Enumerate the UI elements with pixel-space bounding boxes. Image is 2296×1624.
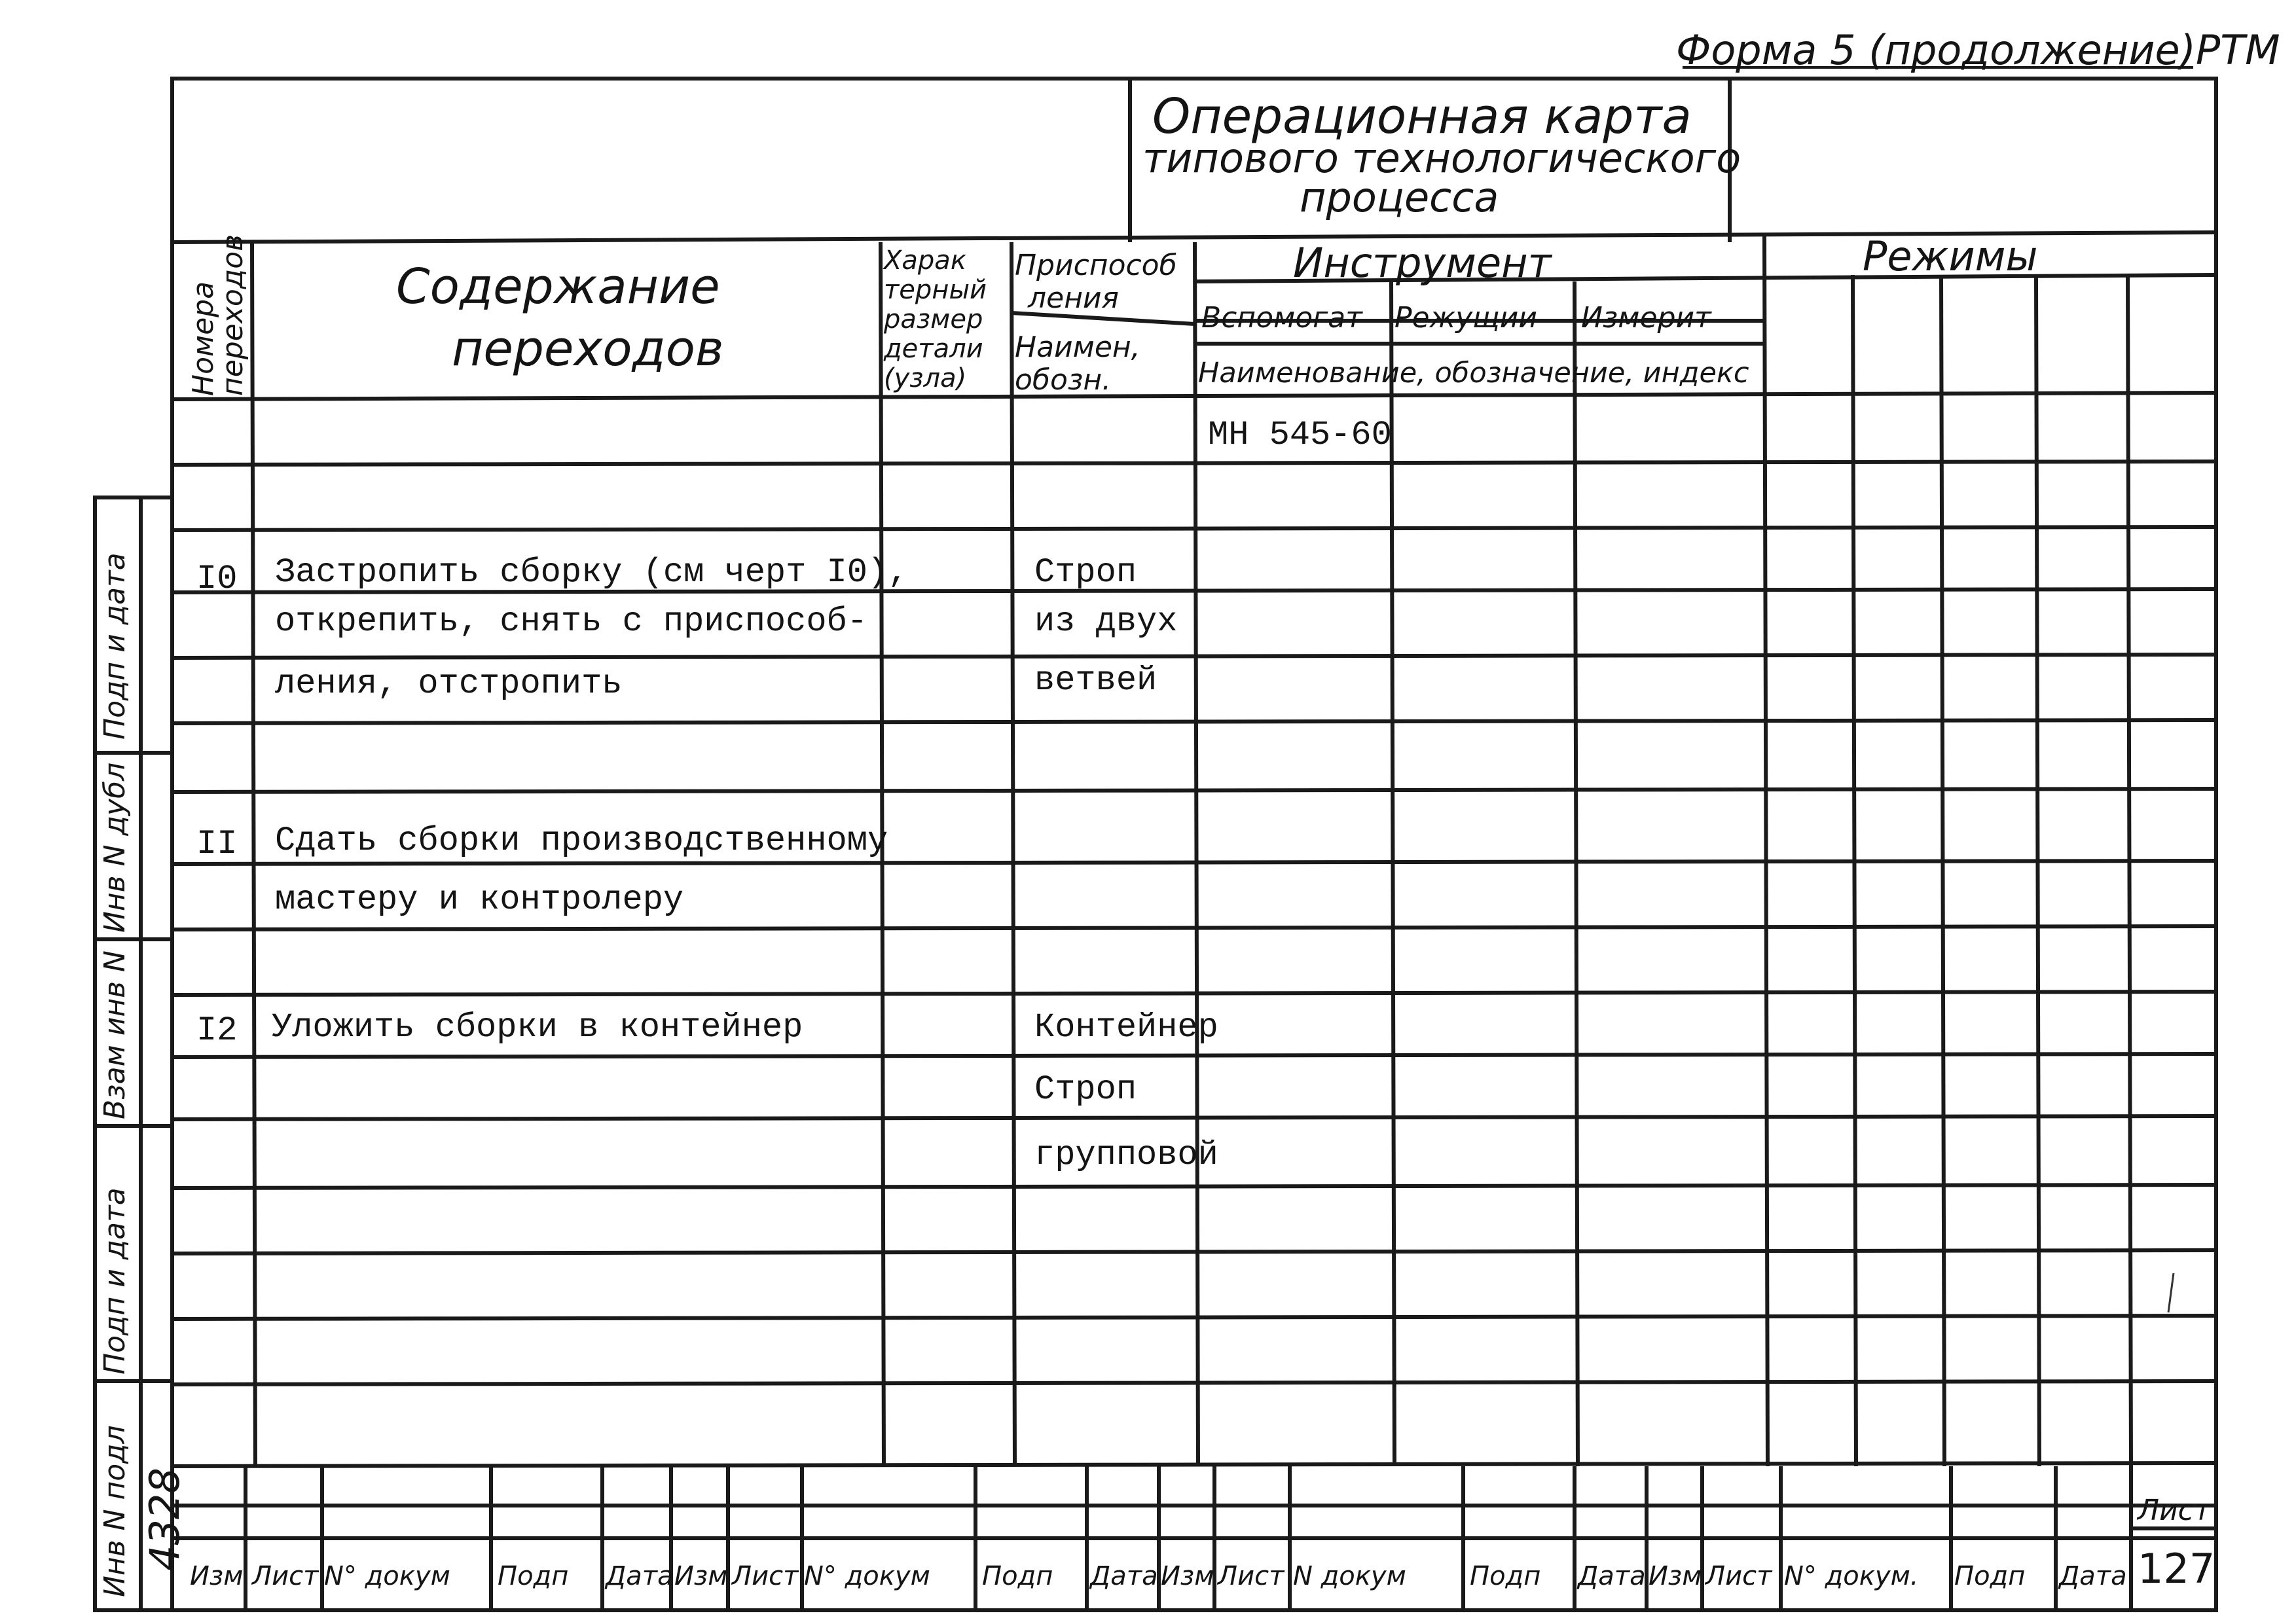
side-label-sign-date-1: Подп и дата: [98, 552, 132, 740]
card-title-line-3: процесса: [1300, 173, 1499, 221]
card-title-line-2: типового технологического: [1142, 134, 1741, 182]
footer-sign-4: Подп: [1954, 1561, 2026, 1591]
step-10-line-2: открепить, снять с приспособ-: [275, 602, 867, 641]
footer-sign-3: Подп: [1470, 1561, 1541, 1591]
step-12-fixture-2: Строп: [1034, 1070, 1137, 1109]
step-12-fixture-1: Контейнер: [1034, 1008, 1218, 1047]
header-cutting: Режущии: [1394, 301, 1537, 334]
footer-doc-3: N докум: [1293, 1561, 1406, 1591]
header-fixture-2: ления: [1028, 281, 1120, 315]
header-content-1: Содержание: [396, 259, 720, 315]
side-label-inv-dup: Инв N дубл: [98, 762, 132, 933]
header-num-2: переходов: [216, 234, 249, 396]
footer-date-3: Дата: [1578, 1561, 1646, 1591]
footer-izm-3: Изм: [1161, 1561, 1214, 1591]
step-10-fixture-1: Строп: [1034, 553, 1137, 592]
tool-code: МН 545-60: [1208, 416, 1392, 454]
inv-number: 4328: [141, 1468, 189, 1571]
header-aux: Вспомогат: [1201, 301, 1362, 334]
footer-date-1: Дата: [606, 1561, 674, 1591]
footer-date-4: Дата: [2059, 1561, 2127, 1591]
side-label-sign-date-2: Подп и дата: [98, 1187, 132, 1375]
footer-sign-1: Подп: [498, 1561, 569, 1591]
footer-list-3: Лист: [1218, 1561, 1285, 1591]
header-size-1: Харак: [884, 245, 966, 276]
step-11-number: II: [196, 825, 238, 863]
footer-doc-2: N° докум: [804, 1561, 930, 1591]
header-size-3: размер: [884, 304, 983, 334]
sheet-label: Лист: [2138, 1494, 2211, 1527]
footer-list-4: Лист: [1705, 1561, 1772, 1591]
footer-izm-2: Изм: [674, 1561, 728, 1591]
form-label: Форма 5 (продолжение)РТМ: [1676, 26, 2280, 74]
header-measuring: Измерит: [1581, 301, 1711, 334]
footer-date-2: Дата: [1090, 1561, 1158, 1591]
header-size-4: детали: [884, 334, 983, 364]
header-fixture-1: Приспособ: [1015, 249, 1177, 282]
footer-doc-1: N° докум: [324, 1561, 450, 1591]
header-num-1: Номера: [187, 281, 220, 396]
header-size-2: терный: [884, 275, 987, 305]
step-11-line-1: Сдать сборки производственному: [275, 821, 888, 860]
side-label-replace-inv: Взам инв N: [98, 950, 132, 1119]
footer-sign-2: Подп: [982, 1561, 1053, 1591]
footer-list-2: Лист: [732, 1561, 799, 1591]
header-naming: Наименование, обозначение, индекс: [1198, 357, 1749, 389]
step-10-number: I0: [196, 560, 238, 598]
step-10-fixture-3: ветвей: [1034, 661, 1157, 700]
step-12-number: I2: [196, 1011, 238, 1050]
step-11-line-2: мастеру и контролеру: [275, 880, 684, 919]
header-modes: Режимы: [1863, 232, 2038, 280]
step-12-line-1: Уложить сборки в контейнер: [272, 1008, 803, 1047]
step-10-line-1: Застропить сборку (см черт I0),: [275, 553, 909, 592]
header-instrument: Инструмент: [1293, 239, 1552, 287]
header-content-2: переходов: [452, 321, 724, 377]
footer-list-1: Лист: [252, 1561, 319, 1591]
step-10-fixture-2: из двух: [1034, 602, 1178, 641]
header-size-5: (узла): [884, 363, 967, 393]
step-10-line-3: ления, отстропить: [275, 664, 623, 703]
sheet-number: 127: [2138, 1545, 2215, 1593]
header-fixture-sub-1: Наимен,: [1015, 331, 1140, 364]
footer-doc-4: N° докум.: [1784, 1561, 1919, 1591]
card-title-line-1: Операционная карта: [1152, 88, 1692, 145]
footer-izm-4: Изм: [1649, 1561, 1702, 1591]
side-label-inv-orig: Инв N подл: [98, 1425, 132, 1597]
header-fixture-sub-2: обозн.: [1015, 363, 1112, 397]
step-12-fixture-3: групповой: [1034, 1136, 1218, 1174]
footer-izm-1: Изм: [190, 1561, 244, 1591]
